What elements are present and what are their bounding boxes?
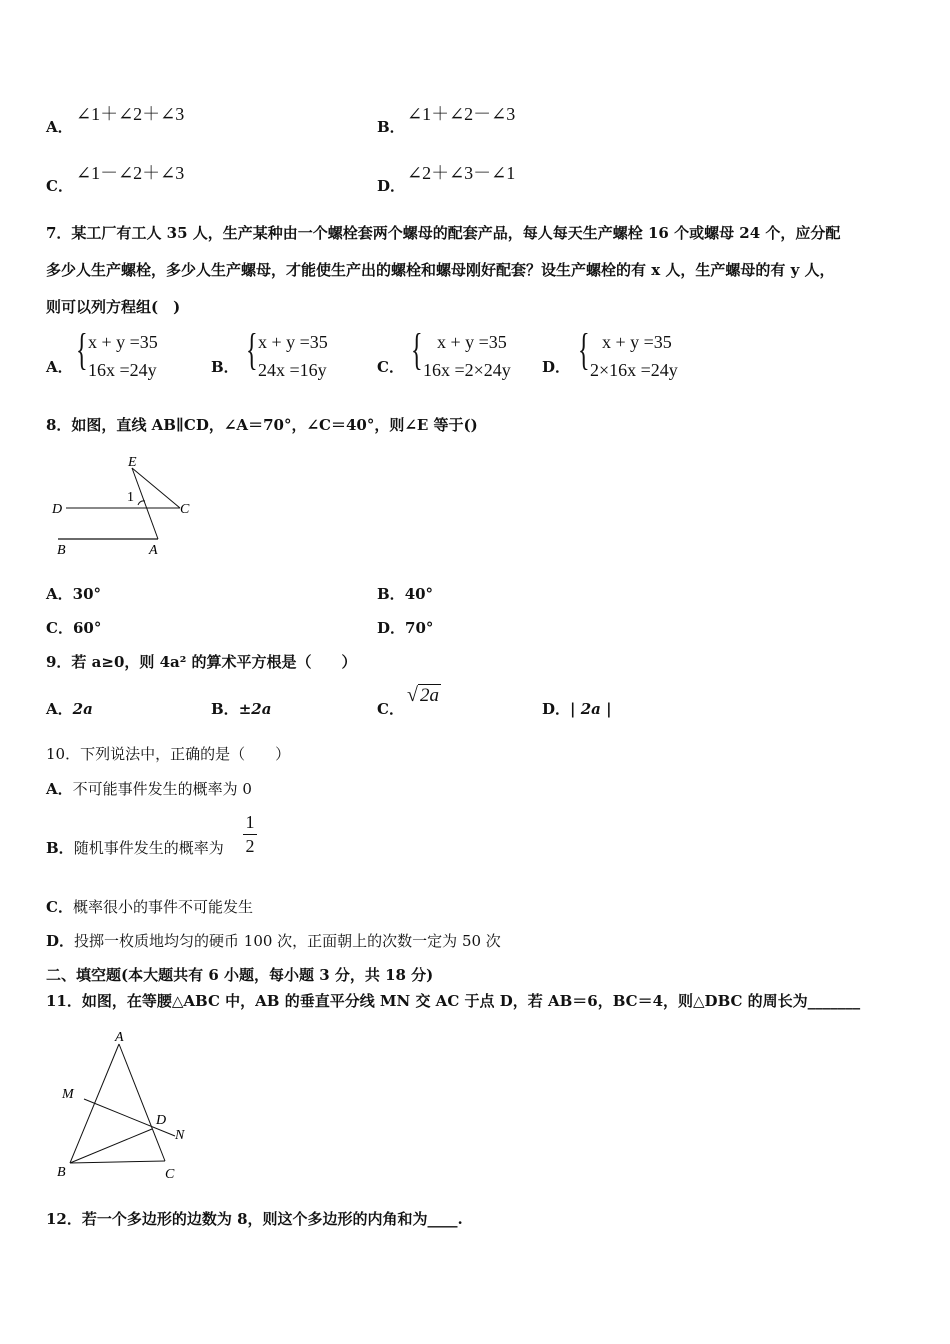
q8-figure bbox=[46, 450, 206, 562]
q10-option-d-text: 投掷一枚质地均匀的硬币 100 次，正面朝上的次数一定为 50 次 bbox=[74, 932, 501, 950]
q8-stem: 8．如图，直线 AB∥CD，∠A＝70°，∠C＝40°，则∠E 等于() bbox=[46, 416, 478, 434]
fraction-bar bbox=[243, 834, 257, 835]
q9-option-b-label: B． bbox=[211, 700, 239, 718]
q6-option-c-expr: ∠1－∠2＋∠3 bbox=[76, 163, 185, 183]
q8-label-d: D bbox=[52, 502, 63, 517]
q7-stem-line2: 多少人生产螺栓，多少人生产螺母，才能使生产出的螺栓和螺母刚好配套？设生产螺栓的有 x 人，生产螺母的有 y 人， bbox=[46, 261, 835, 279]
q8-option-a-label: A． bbox=[46, 585, 73, 603]
q11-label-m: M bbox=[62, 1087, 74, 1102]
q10-option-b-text: 随机事件发生的概率为 bbox=[73, 839, 224, 857]
q6-option-b-expr: ∠1＋∠2－∠3 bbox=[407, 104, 516, 124]
q10-stem: 10．下列说法中，正确的是（ ） bbox=[46, 745, 291, 763]
q7-option-b-eq2: 24x =16y bbox=[258, 360, 327, 380]
q6-option-b-label: B． bbox=[377, 118, 405, 136]
q8-label-1: 1 bbox=[127, 490, 134, 505]
q9-option-b bbox=[211, 698, 271, 719]
q8-label-e: E bbox=[128, 455, 137, 470]
q10-option-b-numerator: 1 bbox=[245, 812, 255, 832]
q7-option-b-label: B． bbox=[211, 358, 239, 376]
q10-option-b-label: B． bbox=[46, 839, 74, 857]
q8-label-c: C bbox=[180, 502, 190, 517]
q8-option-c bbox=[46, 617, 101, 638]
q9-option-a bbox=[46, 698, 93, 719]
q11-side-ac bbox=[119, 1044, 165, 1161]
q10-option-b bbox=[46, 837, 224, 858]
q7-option-b-eq1: x + y =35 bbox=[258, 332, 328, 352]
q8-label-a: A bbox=[149, 543, 158, 558]
q11-label-d: D bbox=[156, 1113, 167, 1128]
q6-option-c-label: C． bbox=[46, 177, 73, 195]
q10-option-b-fraction bbox=[243, 812, 257, 857]
q6-option-d-label: D． bbox=[377, 177, 406, 195]
q11-label-a: A bbox=[115, 1030, 124, 1045]
section-2-title: 二、填空题(本大题共有 6 小题，每小题 3 分，共 18 分) bbox=[46, 966, 434, 984]
q8-option-d-text: 70° bbox=[405, 619, 434, 637]
q9-option-c-text: 2a bbox=[419, 685, 439, 706]
q6-option-a-label: A． bbox=[46, 118, 73, 136]
q11-label-c: C bbox=[165, 1167, 175, 1182]
q9-stem: 9．若 a≥0，则 4a² 的算术平方根是（ ） bbox=[46, 653, 357, 671]
q7-stem-line3: 则可以列方程组( ) bbox=[46, 298, 181, 316]
q10-option-a bbox=[46, 778, 252, 799]
q8-option-b-label: B． bbox=[377, 585, 405, 603]
q7-option-c-eq1: x + y =35 bbox=[437, 332, 507, 352]
q9-option-d bbox=[542, 698, 612, 719]
q8-option-b-text: 40° bbox=[404, 585, 434, 603]
q9-option-b-text: ±2a bbox=[238, 700, 272, 718]
q7-option-a-eq2: 16x =24y bbox=[88, 360, 157, 380]
q9-option-c-sqrt bbox=[407, 684, 441, 707]
q10-option-b-denominator: 2 bbox=[245, 836, 255, 856]
q10-option-d bbox=[46, 930, 501, 951]
q10-option-d-label: D． bbox=[46, 932, 75, 950]
q11-label-b: B bbox=[57, 1165, 66, 1180]
q11-stem: 11．如图，在等腰△ABC 中，AB 的垂直平分线 MN 交 AC 于点 D，若 AB＝6，BC＝4，则△DBC 的周长为_______ bbox=[46, 992, 861, 1010]
q9-option-a-label: A． bbox=[46, 700, 73, 718]
q10-option-c-text: 概率很小的事件不可能发生 bbox=[72, 898, 253, 916]
q7-option-a-label: A． bbox=[46, 358, 73, 376]
q7-option-d-eq1: x + y =35 bbox=[602, 332, 672, 352]
q7-option-b-system: { x + y =35 24x =16y bbox=[246, 325, 328, 380]
q6-option-a-expr: ∠1＋∠2＋∠3 bbox=[76, 104, 185, 124]
q10-option-a-text: 不可能事件发生的概率为 0 bbox=[72, 780, 252, 798]
q11-label-n: N bbox=[175, 1128, 185, 1143]
q8-option-c-text: 60° bbox=[72, 619, 102, 637]
q7-option-d-label: D． bbox=[542, 358, 571, 376]
q7-option-a-system: { x + y =35 16x =24y bbox=[76, 325, 158, 380]
q10-option-c bbox=[46, 896, 253, 917]
q10-option-c-label: C． bbox=[46, 898, 73, 916]
q11-side-bc bbox=[70, 1161, 165, 1163]
q8-option-c-label: C． bbox=[46, 619, 73, 637]
q8-label-b: B bbox=[57, 543, 66, 558]
q7-option-d-eq2: 2×16x =24y bbox=[590, 360, 678, 380]
q11-figure bbox=[52, 1026, 202, 1186]
q7-option-c-label: C． bbox=[377, 358, 404, 376]
q9-option-a-text: 2a bbox=[72, 700, 93, 718]
q8-option-d bbox=[377, 617, 433, 638]
q9-option-d-text: | 2a | bbox=[570, 700, 612, 718]
q9-option-c-label: C． bbox=[377, 700, 404, 718]
q7-option-c-system: { x + y =35 16x =2×24y bbox=[411, 325, 511, 380]
q6-option-d-expr: ∠2＋∠3－∠1 bbox=[407, 163, 516, 183]
q7-option-a-eq1: x + y =35 bbox=[88, 332, 158, 352]
q8-option-b bbox=[377, 583, 433, 604]
q7-stem-line1: 7．某工厂有工人 35 人，生产某种由一个螺栓套两个螺母的配套产品，每人每天生产螺栓 16 个或螺母 24 个，应分配 bbox=[46, 224, 841, 242]
q10-option-a-label: A． bbox=[46, 780, 73, 798]
q7-option-c-eq2: 16x =2×24y bbox=[423, 360, 511, 380]
radical-icon: √ bbox=[407, 684, 418, 706]
q12-stem: 12．若一个多边形的边数为 8，则这个多边形的内角和为____. bbox=[46, 1210, 463, 1228]
q8-option-a-text: 30° bbox=[72, 585, 102, 603]
q8-option-a bbox=[46, 583, 101, 604]
q9-option-d-label: D． bbox=[542, 700, 571, 718]
q8-option-d-label: D． bbox=[377, 619, 406, 637]
q7-option-d-system: { x + y =35 2×16x =24y bbox=[578, 325, 678, 380]
